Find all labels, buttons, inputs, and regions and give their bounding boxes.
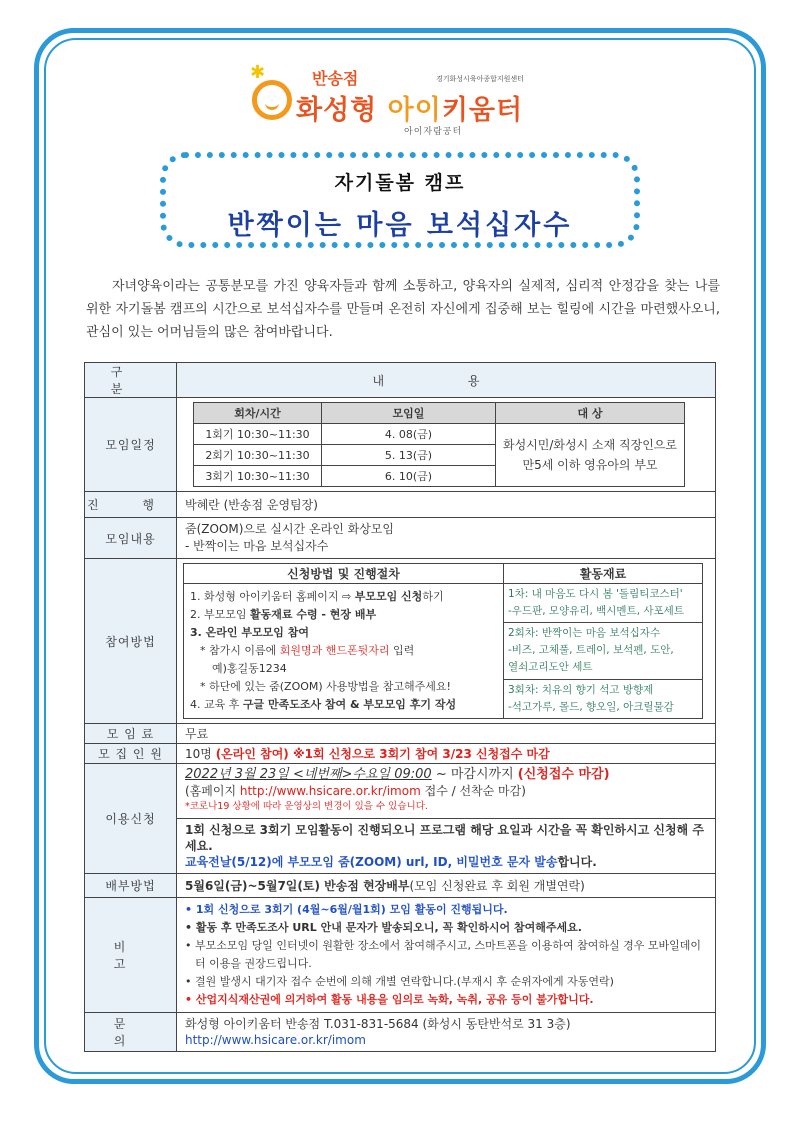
step3-note2: * 하단에 있는 줌(ZOOM) 사용방법을 참고해주세요! [200,680,451,693]
schedule-label: 모임일정 [85,398,177,492]
apply-date-tail: ~ 마감시까지 [431,767,518,782]
table-head-row [85,363,716,398]
recruit-label: 모 집 인 원 [85,744,177,764]
remark-item: • 산업지식재산권에 의거하여 활동 내용을 임의로 녹화, 녹취, 공유 등이 불가합니다. [185,993,594,1006]
logo-sub: 아이자람공터 [404,127,463,137]
recruit-count: 10명 [185,747,216,761]
sched-session: 1회기 10:30~11:30 [194,424,322,445]
distribute-note: (모임 신청완료 후 회원 개별연락) [409,879,585,893]
remarks-label: 비 고 [85,898,177,1013]
progress-value: 박혜란 (반송점 운영팀장) [177,492,716,518]
info-table [84,362,716,1052]
step1-a: 1. 화성형 아이키움터 홈페이지 ⇨ [190,590,355,603]
material-2 [504,623,703,679]
step1-c: 하기 [422,590,444,603]
row-schedule [85,398,716,492]
mat2-a: 2회차: 반짝이는 마음 보석십자수 [508,627,661,640]
row-inquiry [85,1013,716,1052]
step3: 3. 온라인 부모모임 참여 [190,626,309,639]
step2-b: 활동재료 수령 - 현장 배부 [250,608,377,621]
logo-name-part2: 아이 [387,95,442,126]
remark-text: 부모소모임 당일 인터넷이 원활한 장소에서 참여해주시고, 스마트폰을 이용하여 참여하실 경우 모바일데이터 이용을 권장드립니다. [195,939,702,970]
row-remarks [85,898,716,1013]
logo [250,62,550,142]
mat1-b: -우드판, 모양유리, 백시멘트, 사포세트 [508,605,684,618]
mat2-c: 열쇠고리도안 세트 [508,661,593,674]
step3-note-b: 회원명과 핸드폰뒷자리 [279,644,390,657]
method-steps [184,584,504,719]
sched-target-line1: 화성시민/화성시 소재 직장인으로 [503,438,677,452]
schedule-table [193,402,685,487]
sched-col-session: 회차/시간 [194,403,322,424]
recruit-value [177,744,716,764]
step1-b: 부모모임 신청 [354,590,423,603]
apply-label: 이용신청 [85,764,177,874]
row-apply [85,764,716,874]
apply-homepage-b: 접수 / 선착순 마감) [420,784,526,798]
remark-text: 1회 신청으로 3회기 (4월~6월/월1회) 모임 활동이 진행됩니다. [195,903,508,916]
homepage-link[interactable]: http://www.hsicare.or.kr/imom [239,784,421,798]
logo-org: 경기화성시육아종합지원센터 [436,75,524,83]
apply-notice1: 1회 신청으로 3회기 모임활동이 진행되오니 프로그램 해당 요일과 시간을 꼭 확인하시고 신청해 주세요. [185,823,704,853]
sched-target-line2: 만5세 이하 영유아의 부모 [522,458,658,472]
step2-a: 2. 부모모임 [190,608,250,621]
step4-a: 4. 교육 후 [190,698,243,711]
row-fee [85,724,716,744]
distribute-value [177,874,716,898]
row-distribute [85,874,716,898]
distribute-date: 5월6일(금)~5월7일(토) 반송점 현장배부 [185,879,410,893]
sched-col-date: 모임일 [322,403,496,424]
recruit-note: (온라인 참여) ※1회 신청으로 3회기 참여 3/23 신청접수 마감 [215,747,550,761]
title-box [160,152,640,248]
mat3-a: 3회차: 치유의 향기 석고 방향제 [508,683,654,696]
method-col-materials: 활동재료 [504,564,703,584]
sched-session: 2회기 10:30~11:30 [194,445,322,466]
apply-deadline: (신청접수 마감) [517,767,610,782]
step4-b: 구글 만족도조사 참여 & 부모모임 후기 작성 [242,698,457,711]
logo-name-part1: 화성형 [296,95,378,126]
row-content [85,518,716,559]
sched-target [496,424,685,487]
remark-text: 활동 후 만족도조사 URL 안내 문자가 발송되오니, 꼭 확인하시어 참여해주세요. [195,921,582,934]
step3-example: 예)홍길동1234 [212,662,287,675]
fee-value: 무료 [177,724,716,744]
title-main: 반짝이는 마음 보석십자수 [227,210,573,241]
mat1-a: 1차: 내 마음도 다시 봄 '돌림티코스터' [508,588,683,601]
logo-branch: 반송점 [312,69,359,88]
method-table [183,563,703,719]
material-3 [504,679,703,718]
content-line2: - 반짝이는 마음 보석십자수 [185,539,329,553]
content-line1: 줌(ZOOM)으로 실시간 온라인 화상모임 [185,522,394,536]
remark-item: • 부모소모임 당일 인터넷이 원활한 장소에서 참여해주시고, 스마트폰을 이용하여 참여하실 경우 모바일데이터 이용을 권장드립니다. [185,939,702,970]
head-label: 구 분 [85,363,177,398]
apply-notice2-a: 교육전날(5/12)에 부모모임 줌(ZOOM) url, ID, 비밀번호 문자 발송 [185,855,558,869]
row-progress [85,492,716,518]
logo-name [296,88,523,127]
sched-date: 4. 08(금) [322,424,496,445]
smile-sun-icon [252,80,292,120]
row-method [85,559,716,724]
remark-item: • 결원 발생시 대기자 접수 순번에 의해 개별 연락합니다.(부재시 후 순위자에게 자동연락) [185,975,614,988]
sched-date: 6. 10(금) [322,466,496,487]
content-label: 모임내용 [85,518,177,559]
sched-col-target: 대 상 [496,403,685,424]
remark-text: 결원 발생시 대기자 접수 순번에 의해 개별 연락합니다.(부재시 후 순위자에게 자동연락) [195,975,614,988]
remark-item: • 1회 신청으로 3회기 (4월~6월/월1회) 모임 활동이 진행됩니다. [185,903,508,916]
remarks-list [183,901,709,1009]
row-recruit [85,744,716,764]
apply-homepage-a: (홈페이지 [185,784,240,798]
sched-date: 5. 13(금) [322,445,496,466]
material-1 [504,584,703,623]
mat2-b: -비즈, 고체풀, 트레이, 보석펜, 도안, [508,644,674,657]
step3-note-a: * 참가시 이름에 [200,644,280,657]
fee-label: 모 임 료 [85,724,177,744]
inquiry-link[interactable]: http://www.hsicare.or.kr/imom [185,1033,366,1047]
apply-date: 2022년 3월 23일 <네번째>수요일 09:00 [185,767,432,782]
star-icon: ✱ [250,62,266,83]
remark-text: 산업지식재산권에 의거하여 활동 내용을 임의로 녹화, 녹취, 공유 등이 불가합니다. [195,993,594,1006]
logo-name-part3: 키움터 [441,95,524,126]
inquiry-label: 문 의 [85,1013,177,1052]
sched-session: 3회기 10:30~11:30 [194,466,322,487]
progress-label: 진 행 [85,492,177,518]
intro-text: 자녀양육이라는 공통분모를 가진 양육자들과 함께 소통하고, 양육자의 실제적, 심리적 안정감을 찾는 나를 위한 자기돌봄 캠프의 시간으로 보석십자수를 만들며 온전히 자신에게 집중해 보는 힐링에 시간을 마련했사오니, 관심이 있는 어머님들의 많은 참여바랍니다. [86,279,720,340]
inquiry-line1: 화성형 아이키움터 반송점 T.031-831-5684 (화성시 동탄반석로 31 3층) [185,1017,571,1031]
step3-note-c: 입력 [389,644,415,657]
mat3-b: -석고가루, 몰드, 향오일, 아크릴물감 [508,700,674,713]
apply-covid-note: *코로나19 상황에 따라 운영상의 변경이 있을 수 있습니다. [185,801,428,812]
head-content: 내 용 [177,363,716,398]
method-label: 참여방법 [85,559,177,724]
distribute-label: 배부방법 [85,874,177,898]
apply-notice2-b: 합니다. [557,855,597,869]
remark-item: • 활동 후 만족도조사 URL 안내 문자가 발송되오니, 꼭 확인하시어 참여해주세요. [185,921,582,934]
method-col-steps: 신청방법 및 진행절차 [184,564,504,584]
title-sub: 자기돌봄 캠프 [334,172,466,194]
